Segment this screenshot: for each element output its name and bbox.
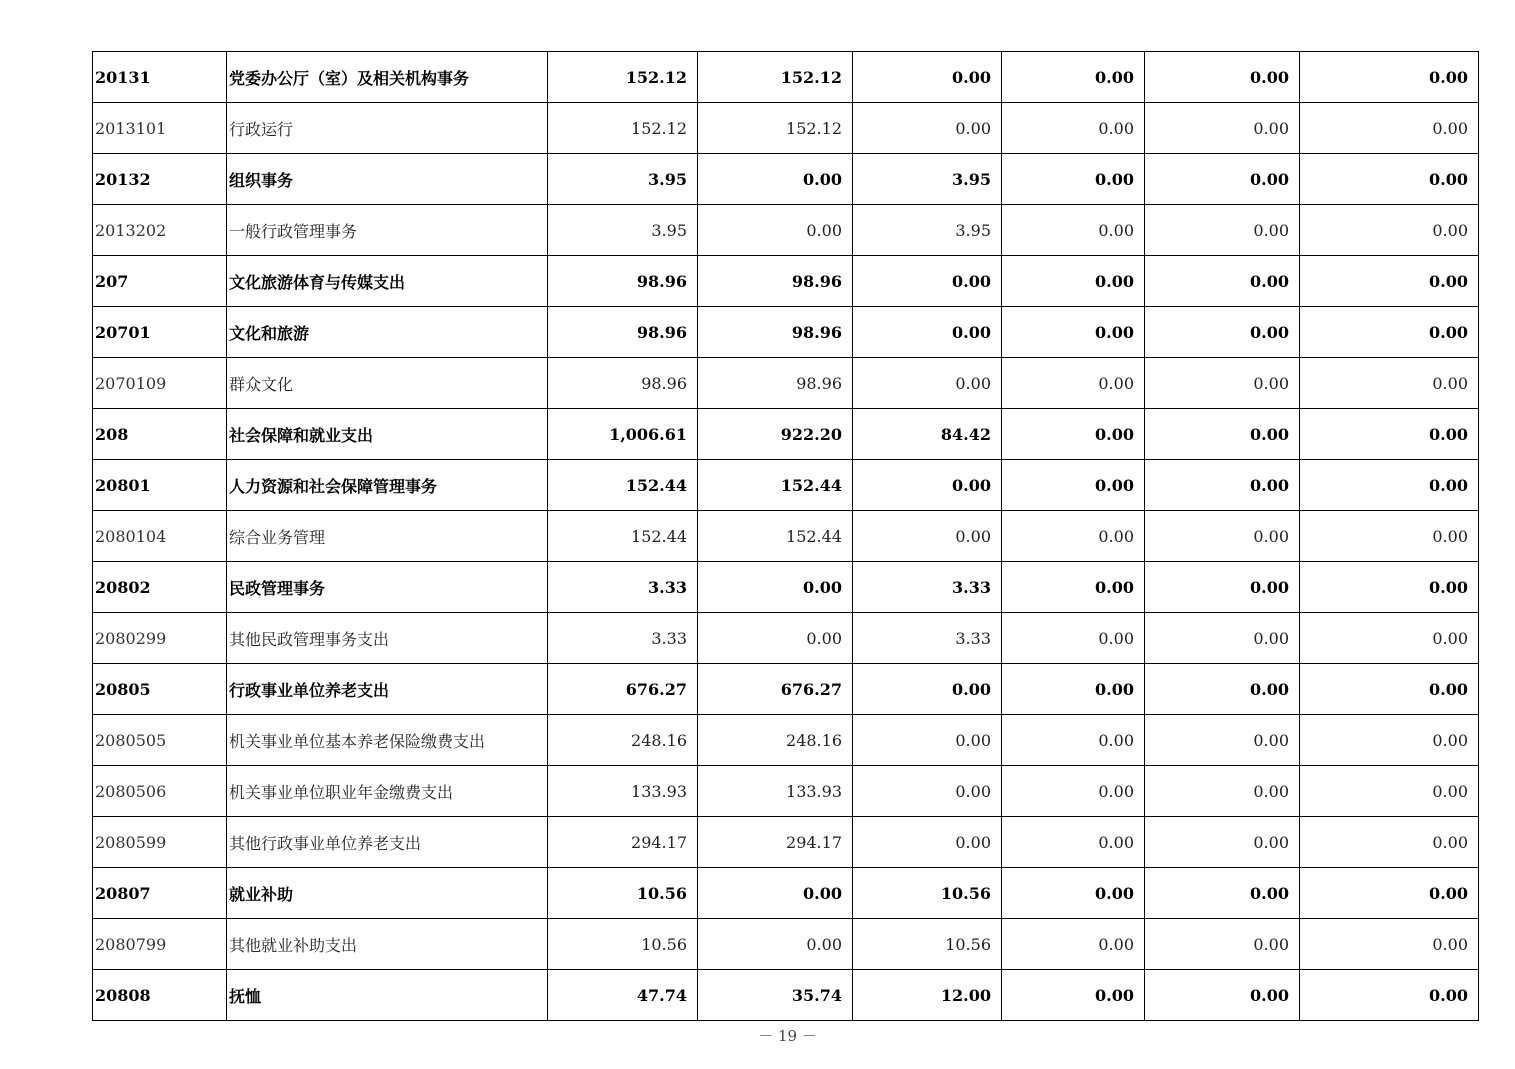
table-body <box>93 52 1479 1021</box>
amount-col-2-cell: 676.27 <box>698 664 853 715</box>
amount-col-5-cell: 0.00 <box>1145 409 1300 460</box>
amount-col-5-cell: 0.00 <box>1145 613 1300 664</box>
amount-col-3-cell: 0.00 <box>853 460 1002 511</box>
subject-code-cell: 20802 <box>93 562 227 613</box>
table-row <box>93 103 1479 154</box>
amount-col-2-cell: 0.00 <box>698 919 853 970</box>
subject-code-cell: 207 <box>93 256 227 307</box>
amount-col-2-cell: 152.12 <box>698 52 853 103</box>
subject-code-cell: 2080299 <box>93 613 227 664</box>
subject-name-cell: 机关事业单位基本养老保险缴费支出 <box>227 715 548 766</box>
table-row <box>93 409 1479 460</box>
amount-col-1-cell: 1,006.61 <box>548 409 698 460</box>
amount-col-4-cell: 0.00 <box>1002 817 1145 868</box>
amount-col-5-cell: 0.00 <box>1145 52 1300 103</box>
amount-col-6-cell: 0.00 <box>1300 154 1479 205</box>
amount-col-6-cell: 0.00 <box>1300 868 1479 919</box>
amount-col-2-cell: 152.12 <box>698 103 853 154</box>
subject-name-cell: 其他行政事业单位养老支出 <box>227 817 548 868</box>
amount-col-1-cell: 3.95 <box>548 205 698 256</box>
amount-col-5-cell: 0.00 <box>1145 817 1300 868</box>
amount-col-5-cell: 0.00 <box>1145 358 1300 409</box>
table-row <box>93 715 1479 766</box>
table-row <box>93 664 1479 715</box>
amount-col-4-cell: 0.00 <box>1002 766 1145 817</box>
table-row <box>93 154 1479 205</box>
table-row <box>93 460 1479 511</box>
amount-col-2-cell: 0.00 <box>698 205 853 256</box>
subject-name-cell: 人力资源和社会保障管理事务 <box>227 460 548 511</box>
table-row <box>93 766 1479 817</box>
amount-col-2-cell: 0.00 <box>698 868 853 919</box>
amount-col-3-cell: 12.00 <box>853 970 1002 1021</box>
amount-col-6-cell: 0.00 <box>1300 766 1479 817</box>
amount-col-5-cell: 0.00 <box>1145 460 1300 511</box>
table-row <box>93 52 1479 103</box>
amount-col-1-cell: 133.93 <box>548 766 698 817</box>
amount-col-4-cell: 0.00 <box>1002 103 1145 154</box>
amount-col-2-cell: 0.00 <box>698 154 853 205</box>
amount-col-3-cell: 3.95 <box>853 154 1002 205</box>
amount-col-1-cell: 3.95 <box>548 154 698 205</box>
subject-name-cell: 一般行政管理事务 <box>227 205 548 256</box>
amount-col-3-cell: 0.00 <box>853 664 1002 715</box>
subject-code-cell: 2080506 <box>93 766 227 817</box>
subject-name-cell: 机关事业单位职业年金缴费支出 <box>227 766 548 817</box>
amount-col-5-cell: 0.00 <box>1145 919 1300 970</box>
amount-col-6-cell: 0.00 <box>1300 52 1479 103</box>
subject-name-cell: 社会保障和就业支出 <box>227 409 548 460</box>
amount-col-1-cell: 152.12 <box>548 52 698 103</box>
subject-code-cell: 2080599 <box>93 817 227 868</box>
amount-col-6-cell: 0.00 <box>1300 409 1479 460</box>
amount-col-3-cell: 0.00 <box>853 358 1002 409</box>
amount-col-5-cell: 0.00 <box>1145 562 1300 613</box>
amount-col-1-cell: 47.74 <box>548 970 698 1021</box>
amount-col-3-cell: 84.42 <box>853 409 1002 460</box>
subject-name-cell: 综合业务管理 <box>227 511 548 562</box>
page-number: － 19 － <box>758 1027 817 1045</box>
amount-col-2-cell: 0.00 <box>698 613 853 664</box>
amount-col-3-cell: 10.56 <box>853 868 1002 919</box>
subject-code-cell: 2070109 <box>93 358 227 409</box>
subject-code-cell: 20801 <box>93 460 227 511</box>
amount-col-5-cell: 0.00 <box>1145 664 1300 715</box>
subject-code-cell: 2013101 <box>93 103 227 154</box>
subject-name-cell: 群众文化 <box>227 358 548 409</box>
subject-code-cell: 20132 <box>93 154 227 205</box>
amount-col-1-cell: 98.96 <box>548 307 698 358</box>
amount-col-3-cell: 3.33 <box>853 613 1002 664</box>
amount-col-6-cell: 0.00 <box>1300 511 1479 562</box>
amount-col-5-cell: 0.00 <box>1145 154 1300 205</box>
subject-code-cell: 2080104 <box>93 511 227 562</box>
amount-col-5-cell: 0.00 <box>1145 307 1300 358</box>
subject-name-cell: 党委办公厅（室）及相关机构事务 <box>227 52 548 103</box>
subject-name-cell: 民政管理事务 <box>227 562 548 613</box>
table-row <box>93 358 1479 409</box>
amount-col-3-cell: 0.00 <box>853 511 1002 562</box>
amount-col-2-cell: 98.96 <box>698 307 853 358</box>
amount-col-1-cell: 152.44 <box>548 460 698 511</box>
table-row <box>93 817 1479 868</box>
subject-code-cell: 20131 <box>93 52 227 103</box>
amount-col-1-cell: 676.27 <box>548 664 698 715</box>
amount-col-3-cell: 0.00 <box>853 766 1002 817</box>
amount-col-4-cell: 0.00 <box>1002 154 1145 205</box>
amount-col-5-cell: 0.00 <box>1145 511 1300 562</box>
amount-col-1-cell: 152.44 <box>548 511 698 562</box>
amount-col-4-cell: 0.00 <box>1002 409 1145 460</box>
amount-col-6-cell: 0.00 <box>1300 562 1479 613</box>
amount-col-3-cell: 0.00 <box>853 103 1002 154</box>
amount-col-1-cell: 98.96 <box>548 256 698 307</box>
amount-col-6-cell: 0.00 <box>1300 817 1479 868</box>
amount-col-3-cell: 0.00 <box>853 52 1002 103</box>
table-row <box>93 613 1479 664</box>
table-row <box>93 919 1479 970</box>
amount-col-5-cell: 0.00 <box>1145 868 1300 919</box>
amount-col-3-cell: 0.00 <box>853 307 1002 358</box>
amount-col-5-cell: 0.00 <box>1145 766 1300 817</box>
amount-col-1-cell: 248.16 <box>548 715 698 766</box>
budget-table-container <box>92 51 1478 1021</box>
budget-table <box>92 51 1479 1021</box>
amount-col-4-cell: 0.00 <box>1002 562 1145 613</box>
amount-col-1-cell: 152.12 <box>548 103 698 154</box>
table-row <box>93 970 1479 1021</box>
amount-col-2-cell: 98.96 <box>698 256 853 307</box>
amount-col-1-cell: 10.56 <box>548 919 698 970</box>
amount-col-6-cell: 0.00 <box>1300 715 1479 766</box>
amount-col-2-cell: 248.16 <box>698 715 853 766</box>
amount-col-2-cell: 294.17 <box>698 817 853 868</box>
amount-col-4-cell: 0.00 <box>1002 511 1145 562</box>
amount-col-6-cell: 0.00 <box>1300 460 1479 511</box>
amount-col-2-cell: 133.93 <box>698 766 853 817</box>
subject-name-cell: 就业补助 <box>227 868 548 919</box>
amount-col-4-cell: 0.00 <box>1002 307 1145 358</box>
amount-col-6-cell: 0.00 <box>1300 664 1479 715</box>
amount-col-5-cell: 0.00 <box>1145 103 1300 154</box>
table-row <box>93 511 1479 562</box>
subject-code-cell: 20701 <box>93 307 227 358</box>
amount-col-4-cell: 0.00 <box>1002 256 1145 307</box>
amount-col-2-cell: 0.00 <box>698 562 853 613</box>
amount-col-5-cell: 0.00 <box>1145 970 1300 1021</box>
subject-code-cell: 2080799 <box>93 919 227 970</box>
amount-col-6-cell: 0.00 <box>1300 307 1479 358</box>
amount-col-1-cell: 3.33 <box>548 562 698 613</box>
table-row <box>93 256 1479 307</box>
amount-col-4-cell: 0.00 <box>1002 664 1145 715</box>
subject-name-cell: 抚恤 <box>227 970 548 1021</box>
subject-code-cell: 20808 <box>93 970 227 1021</box>
subject-name-cell: 行政运行 <box>227 103 548 154</box>
subject-code-cell: 20805 <box>93 664 227 715</box>
amount-col-3-cell: 3.33 <box>853 562 1002 613</box>
table-row <box>93 562 1479 613</box>
amount-col-4-cell: 0.00 <box>1002 715 1145 766</box>
subject-name-cell: 行政事业单位养老支出 <box>227 664 548 715</box>
amount-col-6-cell: 0.00 <box>1300 256 1479 307</box>
subject-name-cell: 文化旅游体育与传媒支出 <box>227 256 548 307</box>
table-row <box>93 205 1479 256</box>
amount-col-4-cell: 0.00 <box>1002 205 1145 256</box>
amount-col-4-cell: 0.00 <box>1002 613 1145 664</box>
amount-col-4-cell: 0.00 <box>1002 970 1145 1021</box>
amount-col-3-cell: 0.00 <box>853 817 1002 868</box>
amount-col-1-cell: 10.56 <box>548 868 698 919</box>
amount-col-2-cell: 922.20 <box>698 409 853 460</box>
amount-col-6-cell: 0.00 <box>1300 205 1479 256</box>
amount-col-1-cell: 294.17 <box>548 817 698 868</box>
amount-col-4-cell: 0.00 <box>1002 358 1145 409</box>
amount-col-3-cell: 10.56 <box>853 919 1002 970</box>
amount-col-3-cell: 0.00 <box>853 715 1002 766</box>
subject-code-cell: 2013202 <box>93 205 227 256</box>
amount-col-5-cell: 0.00 <box>1145 715 1300 766</box>
amount-col-4-cell: 0.00 <box>1002 460 1145 511</box>
amount-col-5-cell: 0.00 <box>1145 256 1300 307</box>
subject-name-cell: 其他就业补助支出 <box>227 919 548 970</box>
amount-col-1-cell: 98.96 <box>548 358 698 409</box>
amount-col-6-cell: 0.00 <box>1300 103 1479 154</box>
subject-code-cell: 208 <box>93 409 227 460</box>
amount-col-6-cell: 0.00 <box>1300 358 1479 409</box>
amount-col-3-cell: 3.95 <box>853 205 1002 256</box>
amount-col-4-cell: 0.00 <box>1002 919 1145 970</box>
table-row <box>93 307 1479 358</box>
amount-col-2-cell: 35.74 <box>698 970 853 1021</box>
amount-col-2-cell: 152.44 <box>698 460 853 511</box>
amount-col-1-cell: 3.33 <box>548 613 698 664</box>
subject-name-cell: 文化和旅游 <box>227 307 548 358</box>
amount-col-2-cell: 98.96 <box>698 358 853 409</box>
amount-col-6-cell: 0.00 <box>1300 919 1479 970</box>
amount-col-4-cell: 0.00 <box>1002 868 1145 919</box>
subject-name-cell: 其他民政管理事务支出 <box>227 613 548 664</box>
subject-code-cell: 20807 <box>93 868 227 919</box>
amount-col-3-cell: 0.00 <box>853 256 1002 307</box>
amount-col-6-cell: 0.00 <box>1300 970 1479 1021</box>
table-row <box>93 868 1479 919</box>
amount-col-6-cell: 0.00 <box>1300 613 1479 664</box>
amount-col-5-cell: 0.00 <box>1145 205 1300 256</box>
amount-col-4-cell: 0.00 <box>1002 52 1145 103</box>
amount-col-2-cell: 152.44 <box>698 511 853 562</box>
subject-name-cell: 组织事务 <box>227 154 548 205</box>
subject-code-cell: 2080505 <box>93 715 227 766</box>
